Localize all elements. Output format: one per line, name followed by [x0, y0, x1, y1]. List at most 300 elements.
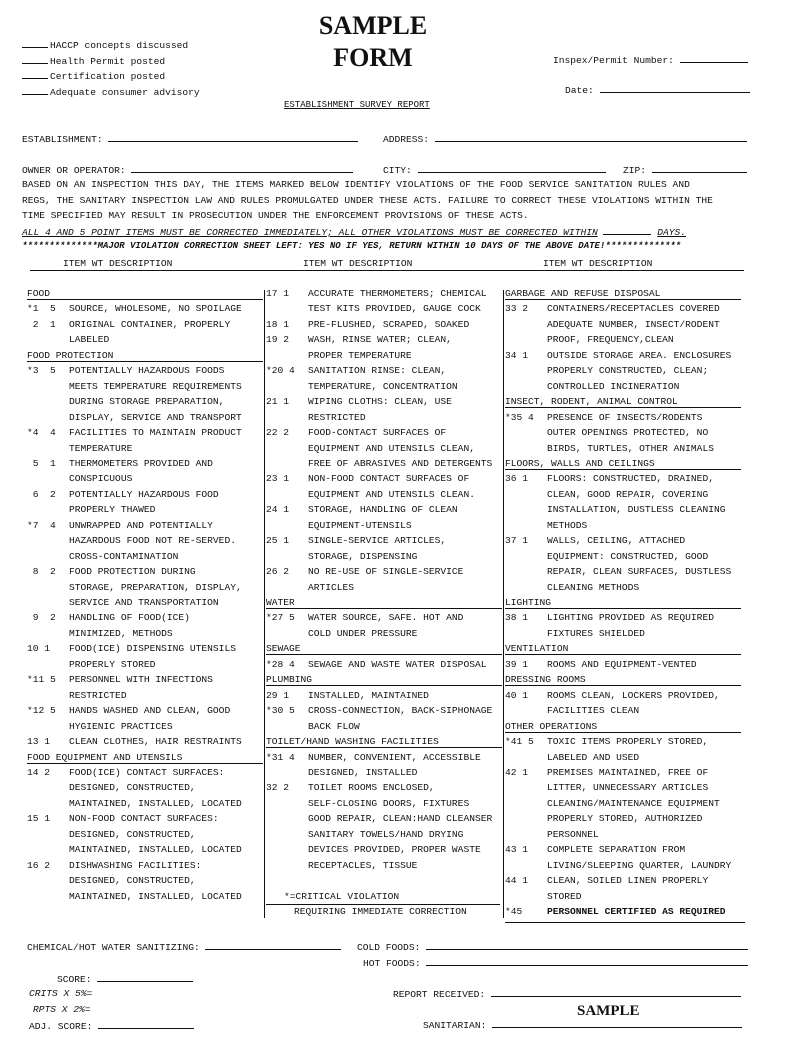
violation-item[interactable] — [266, 752, 502, 768]
violation-item-continuation — [505, 334, 745, 350]
item-description: THERMOMETERS PROVIDED AND — [69, 457, 213, 469]
item-number-weight: *31 4 — [266, 751, 295, 763]
violation-item[interactable] — [505, 875, 745, 891]
violation-item[interactable] — [27, 303, 265, 319]
violation-item-continuation — [27, 721, 265, 737]
permit-number-line[interactable] — [680, 53, 748, 63]
violation-item[interactable] — [505, 659, 745, 675]
checklist-checkbox-line[interactable] — [22, 69, 48, 79]
item-description: OUTSIDE STORAGE AREA. ENCLOSURES — [547, 349, 732, 361]
violation-item[interactable] — [505, 303, 745, 319]
checklist-label: Certification posted — [50, 71, 166, 82]
item-number-weight: *20 4 — [266, 365, 295, 377]
violation-item-continuation — [27, 334, 265, 350]
item-number-weight: *28 4 — [266, 658, 295, 670]
violation-item-continuation — [266, 381, 502, 397]
chem-sanitizing-label: CHEMICAL/HOT WATER SANITIZING: — [27, 942, 200, 953]
item-description: RESTRICTED — [69, 689, 127, 701]
checklist-label: Health Permit posted — [50, 55, 166, 67]
item-description: FREE OF ABRASIVES AND DETERGENTS — [308, 457, 493, 469]
violation-item[interactable] — [27, 643, 265, 659]
section-heading: WATER — [266, 597, 502, 609]
item-description: SEWAGE AND WASTE WATER DISPOSAL — [308, 658, 487, 670]
item-description: NO RE-USE OF SINGLE-SERVICE — [308, 566, 464, 578]
violation-item[interactable] — [27, 767, 265, 783]
violation-item[interactable] — [27, 365, 265, 381]
item-description: DESIGNED, INSTALLED — [308, 766, 418, 778]
violation-item[interactable] — [266, 288, 502, 304]
violation-item[interactable] — [27, 566, 265, 582]
item-description: NUMBER, CONVENIENT, ACCESSIBLE — [308, 751, 481, 763]
violation-item-continuation — [505, 427, 745, 443]
violation-item[interactable] — [27, 520, 265, 536]
section-heading: FLOORS, WALLS AND CEILINGS — [505, 458, 741, 470]
item-number-weight: *7 4 — [27, 519, 56, 531]
sample-stamp: SAMPLE — [577, 1003, 640, 1019]
item-description: METHODS — [547, 519, 588, 531]
item-description: CLEAN CLOTHES, HAIR RESTRAINTS — [69, 736, 242, 748]
item-description: STORED — [547, 890, 582, 902]
violation-item-continuation — [266, 844, 502, 860]
item-number-weight: *30 5 — [266, 705, 295, 717]
violation-item-continuation — [27, 582, 265, 598]
score-label: SCORE: — [57, 974, 92, 985]
item-description: WIPING CLOTHS: CLEAN, USE — [308, 396, 452, 408]
column-divider-1 — [264, 290, 265, 918]
item-description: HANDS WASHED AND CLEAN, GOOD — [69, 705, 231, 717]
item-description: PERSONNEL — [547, 828, 599, 840]
item-description: ORIGINAL CONTAINER, PROPERLY — [69, 318, 231, 330]
item-description: DESIGNED, CONSTRUCTED, — [69, 782, 196, 794]
section-heading: OTHER OPERATIONS — [505, 721, 741, 733]
column-divider-2 — [503, 290, 504, 918]
item-description: FOOD(ICE) CONTACT SURFACES: — [69, 766, 225, 778]
item-description: COMPLETE SEPARATION FROM — [547, 844, 686, 856]
violation-item[interactable] — [505, 412, 745, 428]
item-description: OUTER OPENINGS PROTECTED, NO — [547, 427, 709, 439]
hot-foods-line[interactable] — [426, 956, 748, 966]
violation-item-continuation — [266, 582, 502, 598]
checklist-checkbox-line[interactable] — [22, 38, 48, 48]
sanitarian-label: SANITARIAN: — [423, 1020, 487, 1031]
item-number-weight: 13 1 — [27, 736, 51, 748]
item-description: PROPER TEMPERATURE — [308, 349, 412, 361]
score-field[interactable] — [57, 972, 193, 985]
permit-number-label: Inspex/Permit Number: — [553, 55, 674, 66]
violation-item-continuation — [27, 381, 265, 397]
violation-item[interactable] — [27, 458, 265, 474]
chem-sanitizing-line[interactable] — [205, 940, 341, 950]
item-description: REPAIR, CLEAN SURFACES, DUSTLESS — [547, 566, 732, 578]
violation-item-continuation — [266, 860, 502, 876]
hot-foods-field[interactable] — [363, 956, 748, 969]
section-heading: PLUMBING — [266, 674, 502, 686]
violation-item-continuation — [27, 875, 265, 891]
item-description: MAINTAINED, INSTALLED, LOCATED — [69, 797, 242, 809]
violation-item[interactable] — [505, 906, 745, 923]
item-number-weight: 8 2 — [27, 566, 56, 578]
violation-item-continuation — [266, 628, 502, 644]
violation-item-continuation — [266, 551, 502, 567]
section-heading: VENTILATION — [505, 643, 741, 655]
violation-item[interactable] — [505, 612, 745, 628]
item-description: SELF-CLOSING DOORS, FIXTURES — [308, 797, 470, 809]
item-description: COLD UNDER PRESSURE — [308, 627, 418, 639]
item-description: EQUIPMENT AND UTENSILS CLEAN, — [308, 442, 475, 454]
days-label: DAYS. — [657, 227, 687, 238]
violation-item-continuation — [266, 721, 502, 737]
intro-line-1: BASED ON AN INSPECTION THIS DAY, THE ITEMS MARKED BELOW IDENTIFY VIOLATIONS OF THE FOOD SERVICE SANITATION RULES AND — [22, 179, 690, 190]
item-number-weight: 34 1 — [505, 349, 529, 361]
owner-label: OWNER OR OPERATOR: — [22, 165, 126, 176]
item-description: LITTER, UNNECESSARY ARTICLES — [547, 782, 709, 794]
violation-item[interactable] — [266, 782, 502, 798]
item-description: CLEANING/MAINTENANCE EQUIPMENT — [547, 797, 720, 809]
item-description: EQUIPMENT-UTENSILS — [308, 519, 412, 531]
item-description: UNWRAPPED AND POTENTIALLY — [69, 519, 213, 531]
item-description: PROOF, FREQUENCY,CLEAN — [547, 334, 674, 346]
violation-item[interactable] — [266, 612, 502, 628]
checklist-checkbox-line[interactable] — [22, 85, 48, 95]
violation-item-continuation — [27, 597, 265, 613]
item-number-weight: 33 2 — [505, 303, 529, 315]
item-number-weight: 37 1 — [505, 535, 529, 547]
violation-item-continuation — [505, 860, 745, 876]
item-description: POTENTIALLY HAZARDOUS FOODS — [69, 365, 225, 377]
item-description: RESTRICTED — [308, 411, 366, 423]
form-title-line1: SAMPLE — [318, 11, 428, 40]
establishment-label: ESTABLISHMENT: — [22, 134, 103, 145]
checklist-label: HACCP concepts discussed — [50, 40, 189, 51]
item-description: LIGHTING PROVIDED AS REQUIRED — [547, 612, 714, 624]
item-number-weight: 40 1 — [505, 689, 529, 701]
violation-item[interactable] — [27, 860, 265, 876]
city-line[interactable] — [418, 163, 606, 173]
violation-item-continuation — [505, 829, 745, 845]
violation-item[interactable] — [27, 319, 265, 335]
section-heading: SEWAGE — [266, 643, 502, 655]
violation-item-continuation — [505, 489, 745, 505]
item-number-weight: 36 1 — [505, 473, 529, 485]
violation-item-continuation — [505, 798, 745, 814]
violation-item-continuation — [505, 566, 745, 582]
zip-field[interactable] — [623, 163, 747, 176]
item-description: CROSS-CONNECTION, BACK-SIPHONAGE — [308, 705, 493, 717]
violation-item[interactable] — [27, 612, 265, 628]
item-description: FOOD-CONTACT SURFACES OF — [308, 427, 447, 439]
section-heading: FOOD EQUIPMENT AND UTENSILS — [27, 752, 263, 764]
item-description: WATER SOURCE, SAFE. HOT AND — [308, 612, 464, 624]
section-heading: FOOD PROTECTION — [27, 350, 263, 362]
violation-item-continuation — [27, 535, 265, 551]
violation-item-continuation — [266, 813, 502, 829]
intro-line-4 — [22, 225, 686, 238]
date-line[interactable] — [600, 83, 750, 93]
permit-number-field[interactable] — [553, 53, 748, 66]
item-number-weight: 16 2 — [27, 859, 51, 871]
section-heading: DRESSING ROOMS — [505, 674, 741, 686]
item-description: CONTROLLED INCINERATION — [547, 380, 680, 392]
item-number-weight: 25 1 — [266, 535, 290, 547]
item-description: FOOD(ICE) DISPENSING UTENSILS — [69, 643, 236, 655]
violation-item-continuation — [27, 798, 265, 814]
date-label: Date: — [565, 85, 594, 96]
checklist-label: Adequate consumer advisory — [50, 86, 200, 98]
item-description: EQUIPMENT AND UTENSILS CLEAN. — [308, 488, 475, 500]
section-heading: TOILET/HAND WASHING FACILITIES — [266, 736, 502, 748]
item-description: CLEAN, GOOD REPAIR, COVERING — [547, 488, 709, 500]
item-number-weight: *11 5 — [27, 674, 56, 686]
item-description: STORAGE, DISPENSING — [308, 550, 418, 562]
violation-item-continuation — [27, 844, 265, 860]
item-description: STORAGE, HANDLING OF CLEAN — [308, 504, 458, 516]
item-number-weight: 18 1 — [266, 318, 290, 330]
item-number-weight: 42 1 — [505, 766, 529, 778]
item-description: NON-FOOD CONTACT SURFACES OF — [308, 473, 470, 485]
item-number-weight: *1 5 — [27, 303, 56, 315]
checklist-item[interactable] — [22, 38, 188, 51]
item-description: FLOORS: CONSTRUCTED, DRAINED, — [547, 473, 714, 485]
checklist-checkbox-line[interactable] — [22, 54, 48, 64]
violation-item-continuation — [505, 551, 745, 567]
column-header-3: ITEM WT DESCRIPTION — [543, 258, 653, 269]
item-description: SOURCE, WHOLESOME, NO SPOILAGE — [69, 303, 242, 315]
item-description: PRE-FLUSHED, SCRAPED, SOAKED — [308, 318, 470, 330]
item-number-weight: 32 2 — [266, 782, 290, 794]
violation-item-continuation — [266, 767, 502, 783]
violation-item[interactable] — [266, 535, 502, 551]
violation-item-continuation — [27, 628, 265, 644]
item-description: WALLS, CEILING, ATTACHED — [547, 535, 686, 547]
item-description: DEVICES PROVIDED, PROPER WASTE — [308, 844, 481, 856]
violation-item[interactable] — [266, 473, 502, 489]
chem-sanitizing-field[interactable] — [27, 940, 341, 953]
cold-foods-label: COLD FOODS: — [357, 942, 421, 953]
item-description: DESIGNED, CONSTRUCTED, — [69, 875, 196, 887]
item-number-weight: 22 2 — [266, 427, 290, 439]
item-number-weight: 29 1 — [266, 689, 290, 701]
violation-item[interactable] — [266, 427, 502, 443]
violation-item-continuation — [27, 412, 265, 428]
violation-item-continuation — [27, 504, 265, 520]
item-description: BIRDS, TURTLES, OTHER ANIMALS — [547, 442, 714, 454]
violation-item[interactable] — [505, 473, 745, 489]
item-description: BACK FLOW — [308, 720, 360, 732]
item-description: ADEQUATE NUMBER, INSECT/RODENT — [547, 318, 720, 330]
zip-line[interactable] — [652, 163, 747, 173]
item-description: ACCURATE THERMOMETERS; CHEMICAL — [308, 288, 487, 299]
form-title-line2: FORM — [333, 43, 413, 72]
date-field[interactable] — [565, 83, 750, 96]
violation-item-continuation — [505, 520, 745, 536]
critical-legend: *=CRITICAL VIOLATION — [284, 890, 400, 902]
item-description: FACILITIES CLEAN — [547, 705, 640, 717]
item-description: CROSS-CONTAMINATION — [69, 550, 179, 562]
owner-field[interactable] — [22, 163, 353, 176]
violation-item[interactable] — [27, 489, 265, 505]
item-description: INSTALLATION, DUSTLESS CLEANING — [547, 504, 726, 516]
item-description: PERSONNEL WITH INFECTIONS — [69, 674, 213, 686]
owner-line[interactable] — [131, 163, 353, 173]
violation-item[interactable] — [266, 566, 502, 582]
item-number-weight: *3 5 — [27, 365, 56, 377]
violation-item-continuation — [266, 829, 502, 845]
address-line[interactable] — [435, 132, 747, 142]
correction-instruction: ALL 4 AND 5 POINT ITEMS MUST BE CORRECTED IMMEDIATELY; ALL OTHER VIOLATIONS MUST BE CORRECTED WITHIN — [22, 227, 598, 238]
item-description: LIVING/SLEEPING QUARTER, LAUNDRY — [547, 859, 732, 871]
item-description: CONSPICUOUS — [69, 473, 133, 485]
violation-item-continuation — [266, 458, 502, 474]
item-description: PROPERLY CONSTRUCTED, CLEAN; — [547, 365, 709, 377]
item-description: DESIGNED, CONSTRUCTED, — [69, 828, 196, 840]
item-number-weight: 2 1 — [27, 318, 56, 330]
violation-item[interactable] — [505, 844, 745, 860]
item-number-weight: *41 5 — [505, 736, 534, 748]
item-description: LABELED — [69, 334, 110, 346]
item-description: ARTICLES — [308, 581, 355, 593]
address-label: ADDRESS: — [383, 134, 430, 145]
item-description: SINGLE-SERVICE ARTICLES, — [308, 535, 447, 547]
section-heading: FOOD — [27, 288, 263, 300]
violation-item[interactable] — [27, 674, 265, 690]
adj-score-field[interactable] — [29, 1019, 194, 1032]
adj-score-line[interactable] — [98, 1019, 194, 1029]
address-field[interactable] — [383, 132, 747, 145]
violation-item-continuation — [505, 504, 745, 520]
item-number-weight: 10 1 — [27, 643, 51, 655]
violation-item-continuation — [27, 443, 265, 459]
crits-label: CRITS X 5%= — [29, 988, 93, 999]
item-description: FACILITIES TO MAINTAIN PRODUCT — [69, 427, 242, 439]
violation-item-continuation — [505, 813, 745, 829]
violation-item[interactable] — [505, 535, 745, 551]
section-heading: INSECT, RODENT, ANIMAL CONTROL — [505, 396, 741, 408]
violation-item[interactable] — [266, 504, 502, 520]
violation-item[interactable] — [266, 334, 502, 350]
violation-item[interactable] — [505, 736, 745, 752]
zip-label: ZIP: — [623, 165, 647, 176]
item-description: TEMPERATURE — [69, 442, 133, 454]
item-description: NON-FOOD CONTACT SURFACES: — [69, 813, 219, 825]
violation-item-continuation — [266, 489, 502, 505]
adj-score-label: ADJ. SCORE: — [29, 1021, 93, 1032]
checklist-item[interactable] — [22, 54, 165, 67]
violation-item-continuation — [27, 396, 265, 412]
establishment-line[interactable] — [108, 132, 358, 142]
section-heading: LIGHTING — [505, 597, 741, 609]
cold-foods-line[interactable] — [426, 940, 748, 950]
violation-item-continuation — [27, 829, 265, 845]
intro-line-3: TIME SPECIFIED MAY RESULT IN PROSECUTION UNDER THE ENFORCEMENT PROVISIONS OF THESE ACTS. — [22, 210, 529, 221]
checklist-item[interactable] — [22, 69, 165, 82]
violation-item-continuation — [266, 875, 502, 891]
item-description: SANITARY TOWELS/HAND DRYING — [308, 828, 464, 840]
intro-line-2: REGS, THE SANITARY INSPECTION LAW AND RULES PROMULGATED UNDER THESE ACTS. FAILURE TO CORRECT THESE VIOLATIONS WITHIN THE — [22, 195, 713, 206]
item-description: TEST KITS PROVIDED, GAUGE COCK — [308, 303, 481, 315]
form-subtitle: ESTABLISHMENT SURVEY REPORT — [284, 100, 430, 110]
violation-item[interactable] — [27, 705, 265, 721]
violation-item-continuation — [266, 303, 502, 319]
item-description: TEMPERATURE, CONCENTRATION — [308, 380, 458, 392]
violation-item[interactable] — [27, 427, 265, 443]
item-description: FOOD PROTECTION DURING — [69, 566, 196, 578]
cold-foods-field[interactable] — [357, 940, 748, 953]
violation-item[interactable] — [266, 396, 502, 412]
item-number-weight: 38 1 — [505, 612, 529, 624]
score-line[interactable] — [97, 972, 193, 982]
item-description: CLEAN, SOILED LINEN PROPERLY — [547, 875, 709, 887]
violation-item[interactable] — [266, 705, 502, 721]
violation-item-continuation — [266, 520, 502, 536]
item-description: SANITATION RINSE: CLEAN, — [308, 365, 447, 377]
item-number-weight: 5 1 — [27, 457, 56, 469]
item-number-weight: *27 5 — [266, 612, 295, 624]
report-received-label: REPORT RECEIVED: — [393, 989, 486, 1000]
item-description: LABELED AND USED — [547, 751, 640, 763]
item-description: CONTAINERS/RECEPTACLES COVERED — [547, 303, 720, 315]
violation-item-continuation — [27, 551, 265, 567]
report-received-line[interactable] — [491, 987, 741, 997]
item-description: MAINTAINED, INSTALLED, LOCATED — [69, 844, 242, 856]
item-number-weight: 9 2 — [27, 612, 56, 624]
violation-item-continuation — [505, 782, 745, 798]
violation-item-continuation — [266, 350, 502, 366]
violation-item[interactable] — [27, 736, 265, 752]
violation-item-continuation — [27, 473, 265, 489]
column-header-2: ITEM WT DESCRIPTION — [303, 258, 413, 269]
days-line[interactable] — [603, 225, 651, 235]
report-received-field[interactable] — [393, 987, 741, 1000]
violation-item[interactable] — [266, 319, 502, 335]
violation-item[interactable] — [266, 365, 502, 381]
item-number-weight: *12 5 — [27, 705, 56, 717]
item-description: DISHWASHING FACILITIES: — [69, 859, 202, 871]
item-number-weight: 24 1 — [266, 504, 290, 516]
item-number-weight: *4 4 — [27, 427, 56, 439]
rpts-label: RPTS X 2%= — [33, 1004, 91, 1015]
item-description: CLEANING METHODS — [547, 581, 640, 593]
item-description: TOXIC ITEMS PROPERLY STORED, — [547, 736, 709, 748]
item-number-weight: 15 1 — [27, 813, 51, 825]
establishment-field[interactable] — [22, 132, 358, 145]
item-description: EQUIPMENT: CONSTRUCTED, GOOD — [547, 550, 709, 562]
violation-item-continuation — [266, 798, 502, 814]
violation-item[interactable] — [27, 813, 265, 829]
item-number-weight: 26 2 — [266, 566, 290, 578]
item-description: POTENTIALLY HAZARDOUS FOOD — [69, 488, 219, 500]
item-description: MEETS TEMPERATURE REQUIREMENTS — [69, 380, 242, 392]
item-description: PREMISES MAINTAINED, FREE OF — [547, 766, 709, 778]
item-number-weight: 19 2 — [266, 334, 290, 346]
violation-item[interactable] — [505, 350, 745, 366]
item-description: DURING STORAGE PREPARATION, — [69, 396, 225, 408]
item-description: ROOMS AND EQUIPMENT-VENTED — [547, 658, 697, 670]
item-description: TOILET ROOMS ENCLOSED, — [308, 782, 435, 794]
checklist-item[interactable] — [22, 85, 200, 98]
city-field[interactable] — [383, 163, 606, 176]
item-description: FIXTURES SHIELDED — [547, 627, 645, 639]
item-number-weight: 17 1 — [266, 288, 290, 299]
violation-item[interactable] — [505, 690, 745, 706]
violation-item[interactable] — [505, 767, 745, 783]
violation-item-continuation — [505, 319, 745, 335]
item-description: PROPERLY STORED, AUTHORIZED — [547, 813, 703, 825]
violation-item-continuation — [505, 381, 745, 397]
item-number-weight: 39 1 — [505, 658, 529, 670]
item-description: STORAGE, PREPARATION, DISPLAY, — [69, 581, 242, 593]
violation-item[interactable] — [266, 659, 502, 675]
violation-item[interactable] — [266, 690, 502, 706]
